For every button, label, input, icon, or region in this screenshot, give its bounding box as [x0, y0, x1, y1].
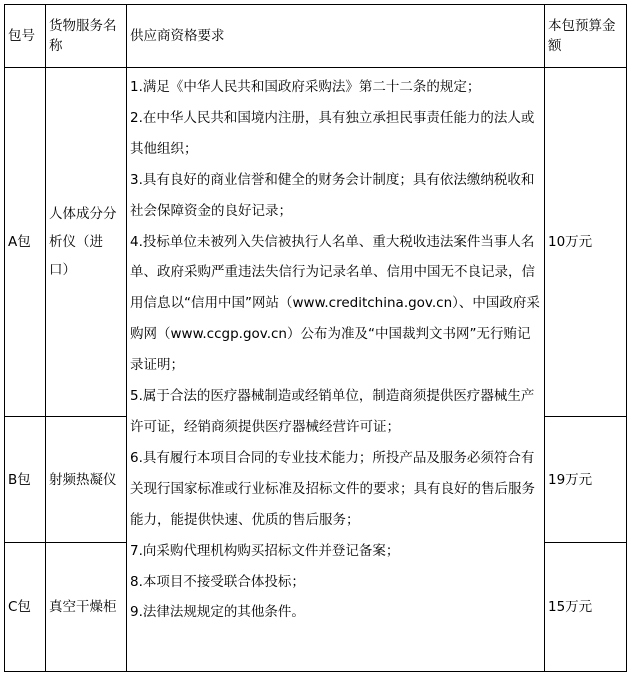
requirement-item: 9.法律法规规定的其他条件。: [130, 604, 305, 621]
requirement-item: 8.本项目不接受联合体投标；: [130, 573, 305, 590]
requirement-item: 6.具有履行本项目合同的专业技术能力；所投产品及服务必须符合有关现行国家标准或行业标准及招标文件的要求；具有良好的售后服务能力，能提供快速、优质的售后服务；: [130, 449, 535, 528]
goods-name-cell: 射频热凝仪: [46, 417, 127, 543]
requirement-item: 7.向采购代理机构购买招标文件并登记备案；: [130, 542, 400, 559]
table-row: [5, 68, 627, 417]
package-cell: B包: [5, 417, 46, 543]
goods-name-cell: 人体成分分析仪（进口）: [46, 68, 127, 417]
requirements-cell: [127, 68, 545, 672]
header-row: [5, 5, 627, 68]
header-package: 包号: [5, 5, 46, 68]
header-requirements: 供应商资格要求: [127, 5, 545, 68]
package-cell: A包: [5, 68, 46, 417]
procurement-table: [4, 4, 627, 672]
requirement-item: 4.投标单位未被列入失信被执行人名单、重大税收违法案件当事人名单、政府采购严重违法失信行为记录名单、信用中国无不良记录，信用信息以“信用中国”网站（www.creditchina.gov.cn）、中国政府采购网（www.ccgp.gov.cn）公布为准及“中国裁判文书网”无行贿记录证明；: [130, 233, 540, 374]
requirement-item: 5.属于合法的医疗器械制造或经销单位，制造商须提供医疗器械生产许可证，经销商须提供医疗器械经营许可证；: [130, 388, 535, 435]
goods-name-cell: 真空干燥柜: [46, 543, 127, 672]
package-cell: C包: [5, 543, 46, 672]
header-goods-name: 货物服务名称: [46, 5, 127, 68]
header-budget: 本包预算金额: [545, 5, 627, 68]
budget-cell: 15万元: [545, 543, 627, 672]
requirement-item: 3.具有良好的商业信誉和健全的财务会计制度；具有依法缴纳税收和社会保障资金的良好记录；: [130, 171, 535, 219]
requirement-item: 2.在中华人民共和国境内注册，具有独立承担民事责任能力的法人或其他组织；: [130, 109, 535, 157]
requirement-item: 1.满足《中华人民共和国政府采购法》第二十二条的规定；: [130, 79, 481, 95]
budget-cell: 10万元: [545, 68, 627, 417]
budget-cell: 19万元: [545, 417, 627, 543]
